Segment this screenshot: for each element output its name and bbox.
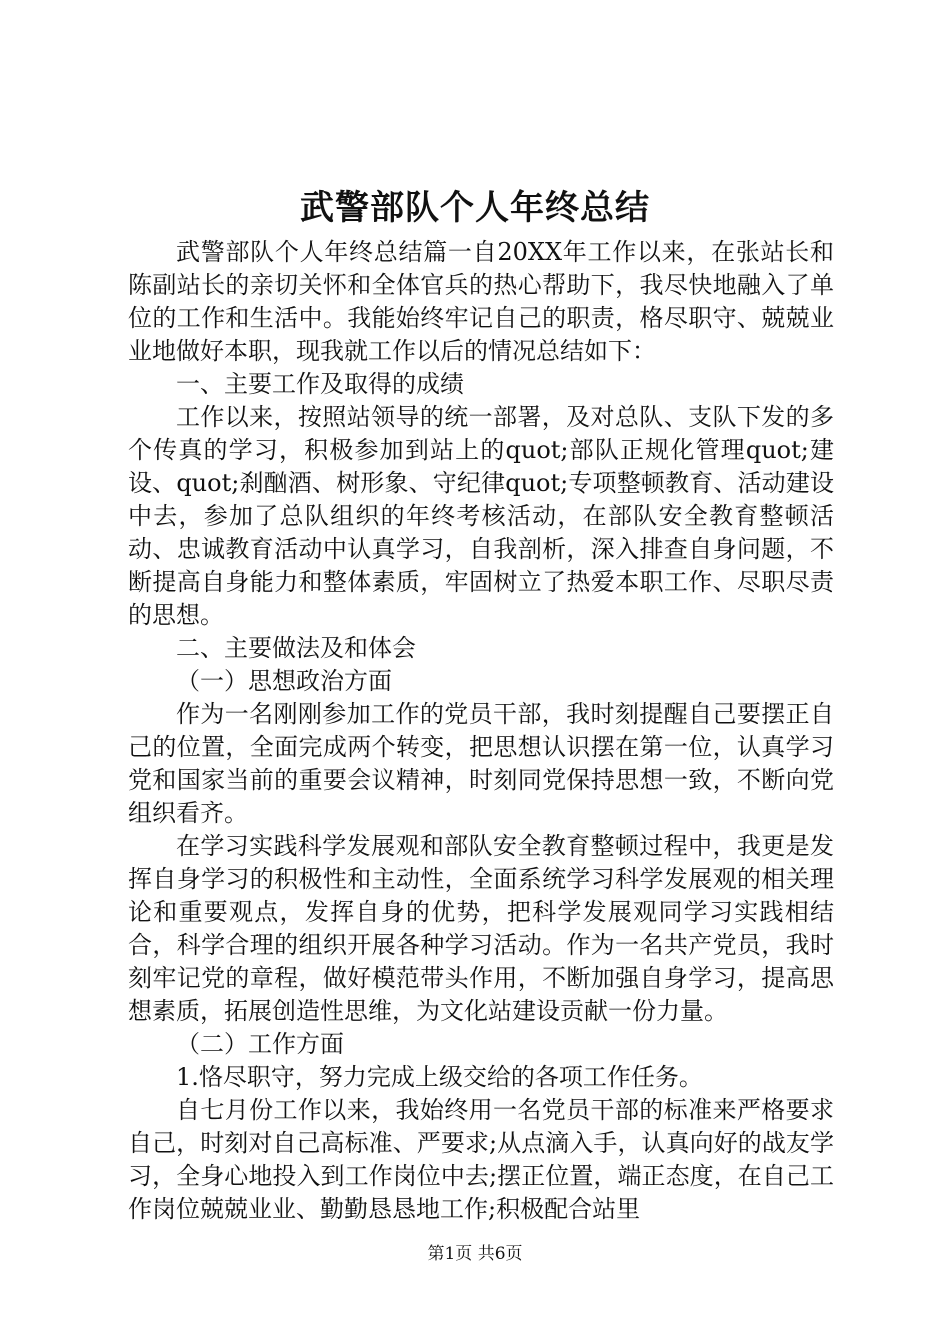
paragraph: 自七月份工作以来，我始终用一名党员干部的标准来严格要求自己，时刻对自己高标准、严要求;从点滴入手，认真向好的战友学习，全身心地投入到工作岗位中去;摆正位置，端正态度，在自己工作岗位兢兢业业、勤勤恳恳地工作;积极配合站里 xyxy=(128,1096,834,1223)
document-body xyxy=(128,236,834,1226)
subsection-heading: （二）工作方面 xyxy=(176,1030,344,1058)
section-heading: 一、主要工作及取得的成绩 xyxy=(176,370,464,398)
document-title: 武警部队个人年终总结 xyxy=(300,188,650,228)
numbered-item: 1.恪尽职守，努力完成上级交给的各项工作任务。 xyxy=(176,1063,703,1091)
section-heading: 二、主要做法及和体会 xyxy=(176,634,416,662)
paragraph: 工作以来，按照站领导的统一部署，及对总队、支队下发的多个传真的学习，积极参加到站上的quot;部队正规化管理quot;建设、quot;刹酗酒、树形象、守纪律quot;专项整顿教育、活动建设中去，参加了总队组织的年终考核活动，在部队安全教育整顿活动、忠诚教育活动中认真学习，自我剖析，深入排查自身问题，不断提高自身能力和整体素质，牢固树立了热爱本职工作、尽职尽责的思想。 xyxy=(128,403,834,629)
subsection-heading: （一）思想政治方面 xyxy=(176,667,392,695)
paragraph: 在学习实践科学发展观和部队安全教育整顿过程中，我更是发挥自身学习的积极性和主动性，全面系统学习科学发展观的相关理论和重要观点，发挥自身的优势，把科学发展观同学习实践相结合，科学合理的组织开展各种学习活动。作为一名共产党员，我时刻牢记党的章程，做好模范带头作用，不断加强自身学习，提高思想素质，拓展创造性思维，为文化站建设贡献一份力量。 xyxy=(128,832,834,1025)
paragraph: 武警部队个人年终总结篇一自20XX年工作以来，在张站长和陈副站长的亲切关怀和全体官兵的热心帮助下，我尽快地融入了单位的工作和生活中。我能始终牢记自己的职责，格尽职守、兢兢业业地做好本职，现我就工作以后的情况总结如下： xyxy=(128,238,834,365)
paragraph: 作为一名刚刚参加工作的党员干部，我时刻提醒自己要摆正自己的位置，全面完成两个转变，把思想认识摆在第一位，认真学习党和国家当前的重要会议精神，时刻同党保持思想一致，不断向党组织看齐。 xyxy=(128,700,834,827)
page-footer: 第1页 共6页 xyxy=(427,1244,523,1264)
